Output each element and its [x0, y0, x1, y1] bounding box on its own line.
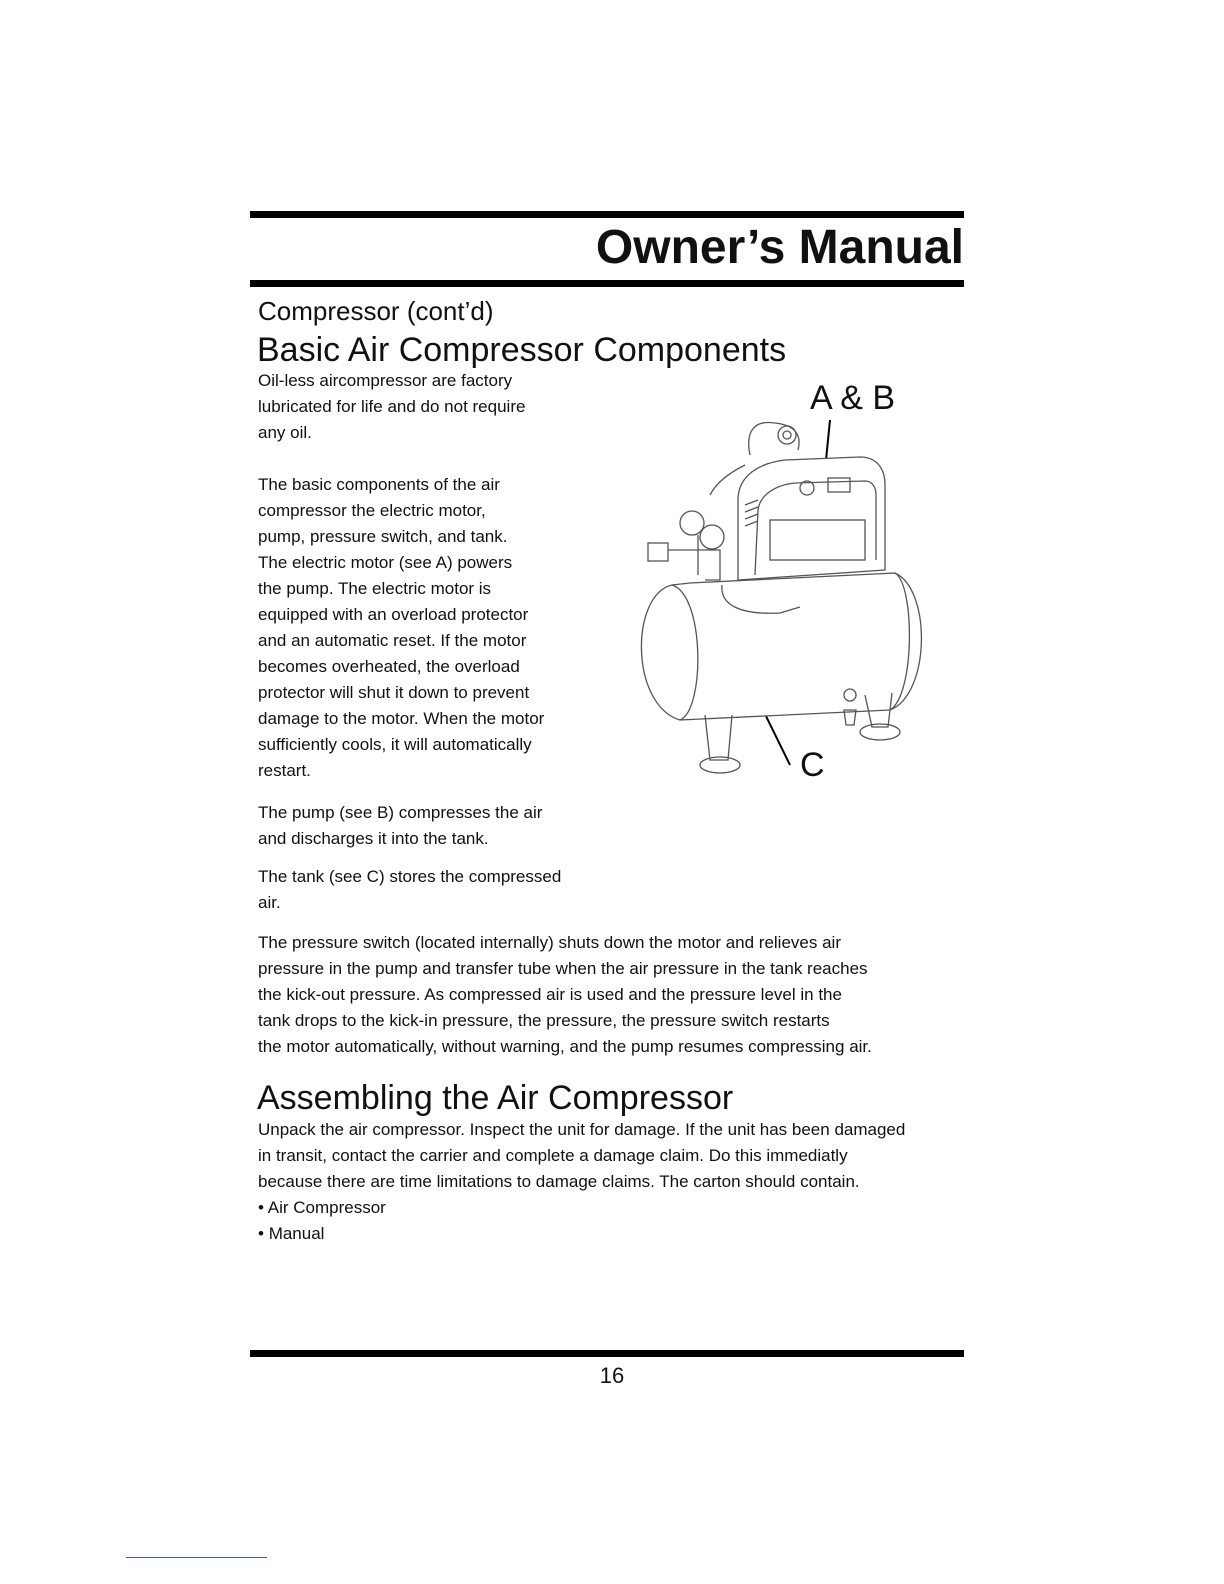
list-item: • Manual	[258, 1221, 386, 1247]
link-underline	[126, 1557, 267, 1558]
assembling-paragraph: Unpack the air compressor. Inspect the unit for damage. If the unit has been damaged in transit, contact the carrier and complete a damage claim. Do this immediatly because there are time limitations to damage claims. The carton should contain.	[258, 1120, 906, 1191]
figure-label-c: C	[800, 746, 825, 784]
components-heading: Basic Air Compressor Components	[257, 331, 787, 369]
pressure-switch-paragraph: The pressure switch (located internally) shuts down the motor and relieves air pressure in the pump and transfer tube when the air pressure in the tank reaches the kick-out pressure. As compressed air is used and the pressure level in the tank drops to the kick-in pressure, the pressure, the pressure switch restarts the motor automatically, without warning, and the pump resumes compressing air.	[258, 933, 872, 1056]
footer-rule	[250, 1350, 964, 1357]
pump-paragraph: The pump (see B) compresses the air and discharges it into the tank.	[258, 803, 543, 848]
carton-contents-list	[258, 1195, 386, 1247]
header-rule-top	[250, 211, 964, 218]
header-rule-bottom	[250, 280, 964, 287]
page-number: 16	[599, 1363, 625, 1388]
intro-paragraph: Oil-less aircompressor are factory lubricated for life and do not require any oil.	[258, 371, 526, 442]
section-label: Compressor (cont’d)	[258, 296, 494, 326]
assembling-heading: Assembling the Air Compressor	[257, 1079, 734, 1117]
list-item: • Air Compressor	[258, 1195, 386, 1221]
figure-label-ab: A & B	[810, 379, 896, 417]
basic-components-paragraph: The basic components of the air compressor the electric motor, pump, pressure switch, and tank. The electric motor (see A) powers the pump. The electric motor is equipped with an overload protector and an automatic reset. If the motor becomes overheated, the overload protector will shut it down to prevent damage to the motor. When the motor sufficiently cools, it will automatically restart.	[258, 475, 545, 780]
tank-paragraph: The tank (see C) stores the compressed air.	[258, 867, 562, 912]
air-compressor-illustration	[610, 375, 930, 795]
document-title: Owner’s Manual	[595, 221, 964, 274]
